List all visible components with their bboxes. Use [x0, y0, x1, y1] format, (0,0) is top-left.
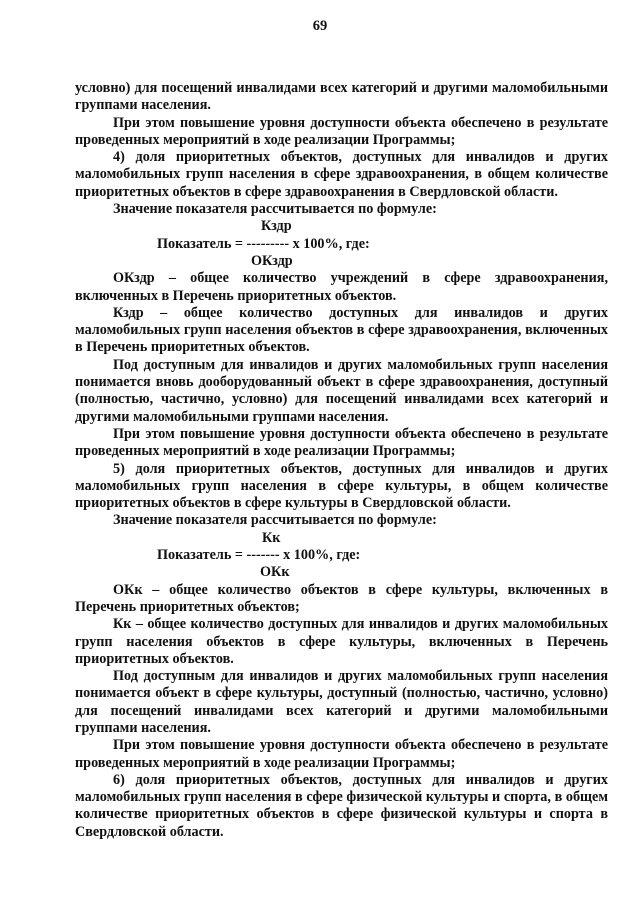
paragraph-item-5: 5) доля приоритетных объектов, доступных для инвалидов и других маломобильных групп населения в сфере культуры, в общем количестве приоритетных объектов в сфере культуры в Свердловской области. — [75, 460, 608, 512]
paragraph: При этом повышение уровня доступности объекта обеспечено в результате проведенных мероприятий в ходе реализации Программы; — [75, 737, 608, 771]
paragraph: Под доступным для инвалидов и других маломобильных групп населения понимается вновь дооборудованный объект в сфере здравоохранения, доступный (полностью, частично, условно) для посещений инвалидами всех категорий и другими маломобильными группами населения. — [75, 356, 608, 425]
paragraph-formula-intro: Значение показателя рассчитывается по формуле: — [113, 512, 437, 529]
paragraph-definition: ОКк – общее количество объектов в сфере культуры, включенных в Перечень приоритетных объектов; — [75, 581, 608, 615]
formula-healthcare — [75, 218, 608, 270]
formula-numerator: Кк — [262, 529, 281, 546]
page-number: 69 — [312, 18, 328, 34]
paragraph: Под доступным для инвалидов и других маломобильных групп населения понимается объект в сфере культуры, доступный (полностью, частично, условно) для посещений инвалидами всех категорий и другими маломобильными группами населения. — [75, 668, 608, 736]
paragraph-definition: ОКздр – общее количество учреждений в сфере здравоохранения, включенных в Перечень приоритетных объектов. — [75, 270, 608, 304]
paragraph-continuation: условно) для посещений инвалидами всех категорий и другими маломобильными группами населения. — [75, 80, 608, 114]
formula-expression: Показатель = --------- х 100%, где: — [157, 235, 370, 252]
document-body — [75, 80, 608, 841]
formula-denominator: ОКздр — [251, 252, 293, 269]
paragraph-item-4: 4) доля приоритетных объектов, доступных для инвалидов и других маломобильных групп населения в сфере здравоохранения, в общем количестве приоритетных объектов в сфере здравоохранения в Свердловской области. — [75, 149, 608, 200]
paragraph-item-6: 6) доля приоритетных объектов, доступных для инвалидов и других маломобильных групп населения в сфере физической культуры и спорта, в общем количестве приоритетных объектов в сфере физической культуры и спорта в Свердловской области. — [75, 771, 608, 840]
formula-culture — [75, 530, 608, 582]
formula-expression: Показатель = ------- х 100%, где: — [157, 547, 361, 564]
paragraph: При этом повышение уровня доступности объекта обеспечено в результате проведенных мероприятий в ходе реализации Программы; — [75, 425, 608, 460]
paragraph-definition: Кк – общее количество доступных для инвалидов и других маломобильных групп населения объектов в сфере культуры, включенных в Перечень приоритетных объектов. — [75, 616, 608, 667]
paragraph-formula-intro: Значение показателя рассчитывается по формуле: — [113, 201, 437, 218]
formula-denominator: ОКк — [260, 564, 290, 581]
paragraph: При этом повышение уровня доступности объекта обеспечено в результате проведенных мероприятий в ходе реализации Программы; — [75, 114, 608, 148]
formula-numerator: Кздр — [261, 218, 292, 235]
paragraph-definition: Кздр – общее количество доступных для инвалидов и других маломобильных групп населения объектов в сфере здравоохранения, включенных в Перечень приоритетных объектов. — [75, 304, 608, 356]
